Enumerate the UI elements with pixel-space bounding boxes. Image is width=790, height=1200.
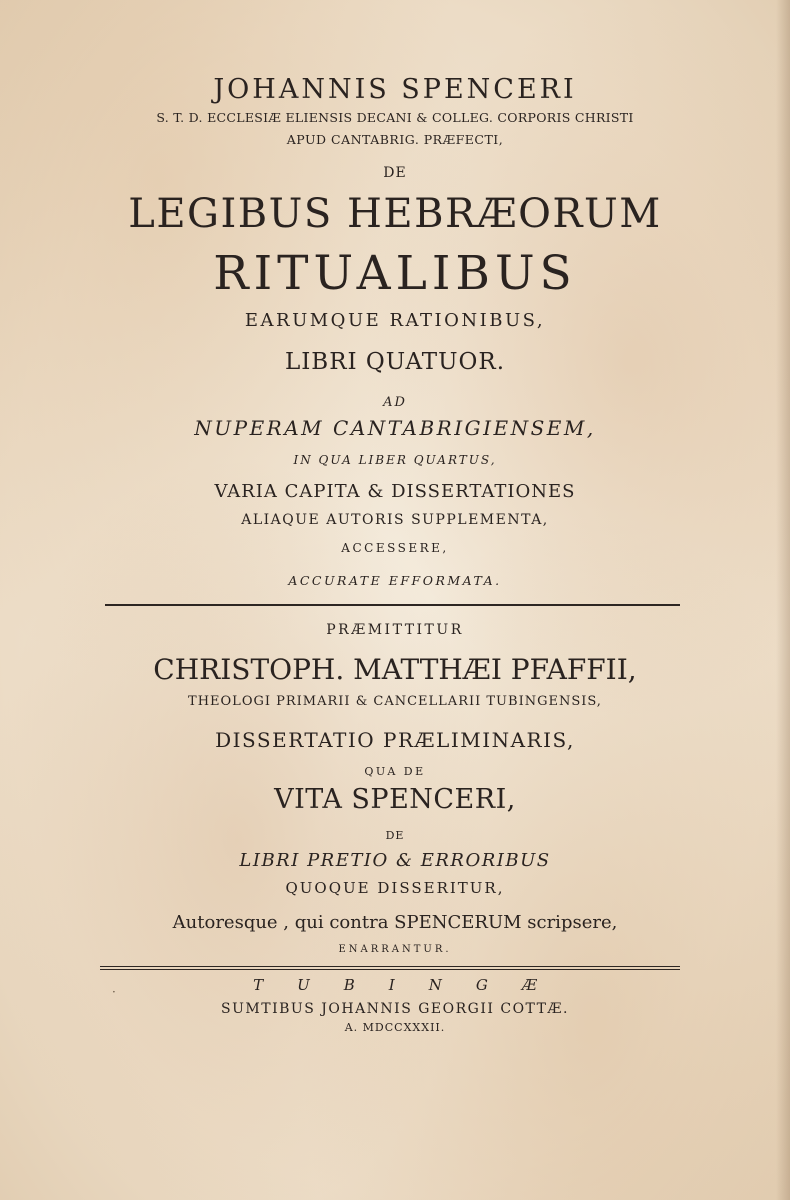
quoque-disseritur: QUOQUE DISSERITUR, <box>285 879 505 897</box>
dissertatio-label: DISSERTATIO PRÆLIMINARIS, <box>215 728 575 752</box>
pfaff-titles: THEOLOGI PRIMARII & CANCELLARII TUBINGENSIS, <box>188 694 602 709</box>
author-titles-line-2: APUD CANTABRIG. PRÆFECTI, <box>286 132 504 147</box>
edition-line-2: IN QUA LIBER QUARTUS, <box>293 453 497 467</box>
vita-spenceri: VITA SPENCERI, <box>274 784 516 815</box>
fold-mark: · <box>112 985 116 999</box>
edition-line-3: VARIA CAPITA & DISSERTATIONES <box>214 481 576 502</box>
pfaff-name: CHRISTOPH. MATTHÆI PFAFFII, <box>153 653 637 686</box>
edition-line-1: NUPERAM CANTABRIGIENSEM, <box>194 416 596 440</box>
main-title-line-1: LEGIBUS HEBRÆORUM <box>128 191 662 237</box>
imprint-publisher: SUMTIBUS JOHANNIS GEORGII COTTÆ. <box>221 1001 569 1017</box>
imprint-year: A. MDCCXXXII. <box>344 1021 446 1034</box>
edition-line-6: ACCURATE EFFORMATA. <box>288 573 502 588</box>
enarrantur-label: ENARRANTUR. <box>338 944 452 955</box>
autores-line: Autoresque , qui contra SPENCERUM scripsere, <box>172 912 618 933</box>
author-titles-line-1: S. T. D. ECCLESIÆ ELIENSIS DECANI & COLLEG. CORPORIS CHRISTI <box>156 110 634 125</box>
main-title-line-2: RITUALIBUS <box>213 246 577 301</box>
praemittitur-label: PRÆMITTITUR <box>326 622 464 638</box>
qua-de-label: QUA DE <box>364 765 426 778</box>
de-label-2: DE <box>385 829 405 842</box>
page-edge-shadow <box>776 0 790 1200</box>
ad-label: AD <box>383 395 407 410</box>
divider-rule-bottom <box>100 966 680 970</box>
subtitle-line-2: LIBRI QUATUOR. <box>284 349 506 375</box>
imprint-place: TUBINGÆ <box>253 976 571 994</box>
libri-pretio: LIBRI PRETIO & ERRORIBUS <box>239 850 551 871</box>
edition-line-4: ALIAQUE AUTORIS SUPPLEMENTA, <box>241 512 549 528</box>
divider-rule-top <box>105 604 680 606</box>
subtitle-line-1: EARUMQUE RATIONIBUS, <box>244 310 546 331</box>
author-name: JOHANNIS SPENCERI <box>213 74 577 105</box>
de-label: DE <box>383 165 407 181</box>
edition-line-5: ACCESSERE, <box>341 541 449 555</box>
